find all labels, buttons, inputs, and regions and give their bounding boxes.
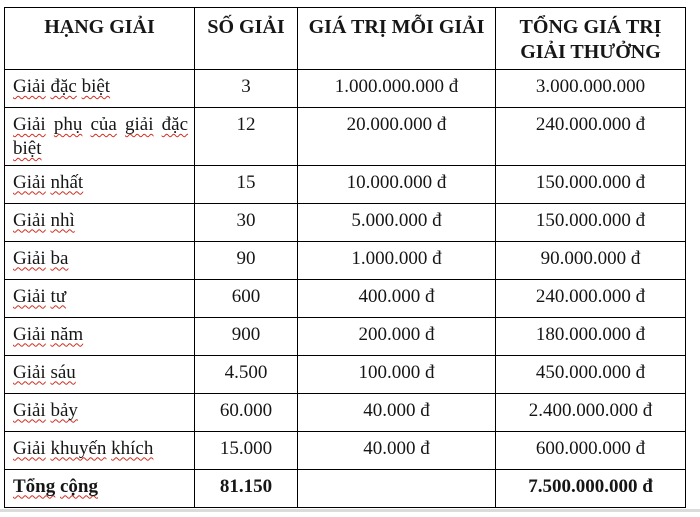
prize-name-cell: [5, 393, 195, 431]
prize-name-cell: [5, 469, 195, 507]
prize-name-word: năm: [50, 323, 84, 345]
prize-total-cell: 600.000.000 đ: [496, 431, 686, 469]
prize-name-word: khích: [111, 437, 154, 459]
prize-name-cell: [5, 279, 195, 317]
prize-name-word: Tổng: [13, 475, 56, 497]
page-edge-strip: [0, 509, 700, 512]
prize-name-word: giải: [125, 114, 154, 135]
table-row: [5, 70, 686, 108]
prize-count-cell: 15.000: [195, 431, 298, 469]
prize-name-word: Giải: [13, 437, 46, 459]
prize-name-word: của: [90, 114, 117, 135]
header-prize-total: TỔNG GIÁ TRỊ GIẢI THƯỞNG: [496, 8, 686, 70]
prize-name-word: phụ: [53, 114, 83, 135]
prize-value-cell: 1.000.000.000 đ: [298, 70, 496, 108]
prize-name-word: Giải: [13, 361, 46, 383]
prize-name-cell: [5, 165, 195, 203]
prize-name-word: Giải: [13, 285, 46, 307]
prize-count-cell: 90: [195, 241, 298, 279]
prize-name-word: cộng: [60, 475, 98, 497]
prize-count-cell: 3: [195, 70, 298, 108]
prize-name-word: Giải: [13, 399, 46, 421]
prize-name-word: ba: [50, 247, 69, 269]
table-row: [5, 165, 686, 203]
prize-count-cell: 600: [195, 279, 298, 317]
prize-total-cell: 7.500.000.000 đ: [496, 469, 686, 507]
table-row: [5, 393, 686, 431]
prize-table-body: [5, 70, 686, 508]
prize-name-word: sáu: [50, 361, 76, 383]
prize-name-word: đặc: [161, 114, 189, 135]
prize-value-cell: 20.000.000 đ: [298, 108, 496, 166]
prize-name-cell: [5, 431, 195, 469]
prize-value-cell: 40.000 đ: [298, 431, 496, 469]
prize-name-word: nhất: [50, 171, 84, 193]
header-prize-count: SỐ GIẢI: [195, 8, 298, 70]
prize-name-word: đặc: [50, 76, 77, 97]
prize-table-header: [5, 8, 686, 70]
prize-name-word: biệt: [81, 76, 111, 97]
prize-name-word: Giải: [13, 76, 46, 97]
table-row: [5, 241, 686, 279]
prize-total-cell: 150.000.000 đ: [496, 165, 686, 203]
prize-table: [4, 7, 686, 508]
prize-name-word: bảy: [50, 399, 78, 421]
table-row: [5, 279, 686, 317]
prize-name-cell: [5, 355, 195, 393]
prize-total-cell: 180.000.000 đ: [496, 317, 686, 355]
prize-total-cell: 450.000.000 đ: [496, 355, 686, 393]
prize-value-cell: 100.000 đ: [298, 355, 496, 393]
prize-value-cell: 40.000 đ: [298, 393, 496, 431]
prize-value-cell: 200.000 đ: [298, 317, 496, 355]
table-row: [5, 469, 686, 507]
prize-total-cell: 3.000.000.000: [496, 70, 686, 108]
prize-value-cell: 10.000.000 đ: [298, 165, 496, 203]
prize-name-word: tư: [50, 285, 67, 307]
prize-count-cell: 12: [195, 108, 298, 166]
prize-name-cell: [5, 108, 195, 166]
table-row: [5, 108, 686, 166]
prize-total-cell: 150.000.000 đ: [496, 203, 686, 241]
prize-value-cell: 400.000 đ: [298, 279, 496, 317]
prize-total-cell: 240.000.000 đ: [496, 108, 686, 166]
header-prize-rank: HẠNG GIẢI: [5, 8, 195, 70]
prize-count-cell: 900: [195, 317, 298, 355]
prize-name-word: nhì: [50, 209, 75, 231]
prize-value-cell: 5.000.000 đ: [298, 203, 496, 241]
table-row: [5, 203, 686, 241]
prize-name-word: Giải: [13, 247, 46, 269]
header-prize-value: GIÁ TRỊ MỖI GIẢI: [298, 8, 496, 70]
prize-name-cell: [5, 241, 195, 279]
table-row: [5, 355, 686, 393]
prize-name-word: Giải: [13, 114, 46, 135]
prize-name-word: Giải: [13, 323, 46, 345]
prize-value-cell: [298, 469, 496, 507]
prize-count-cell: 81.150: [195, 469, 298, 507]
table-row: [5, 431, 686, 469]
header-row: [5, 8, 686, 70]
prize-count-cell: 30: [195, 203, 298, 241]
prize-name-cell: [5, 70, 195, 108]
prize-name-word: Giải: [13, 209, 46, 231]
prize-value-cell: 1.000.000 đ: [298, 241, 496, 279]
prize-name-cell: [5, 203, 195, 241]
prize-name-word: Giải: [13, 171, 46, 193]
prize-total-cell: 240.000.000 đ: [496, 279, 686, 317]
prize-count-cell: 4.500: [195, 355, 298, 393]
prize-total-cell: 90.000.000 đ: [496, 241, 686, 279]
prize-name-cell: [5, 317, 195, 355]
prize-name-word: biệt: [13, 137, 42, 159]
prize-total-cell: 2.400.000.000 đ: [496, 393, 686, 431]
table-row: [5, 317, 686, 355]
prize-count-cell: 60.000: [195, 393, 298, 431]
prize-name-word: khuyến: [50, 437, 107, 459]
prize-count-cell: 15: [195, 165, 298, 203]
